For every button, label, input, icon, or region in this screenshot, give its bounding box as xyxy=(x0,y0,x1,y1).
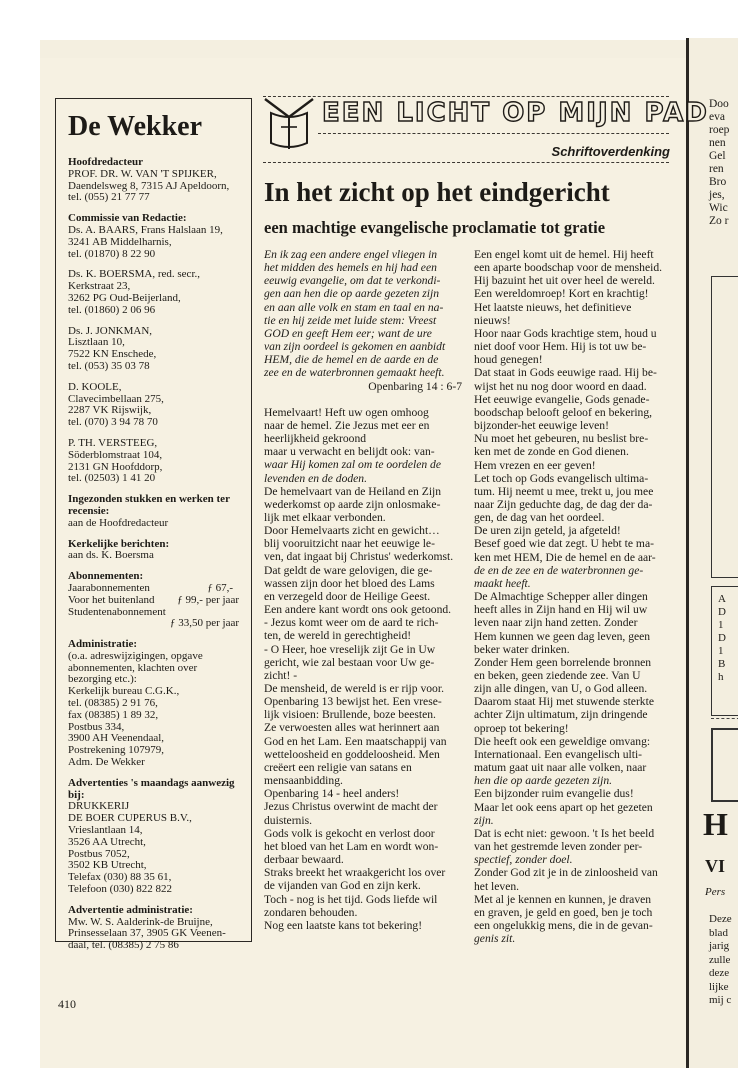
article-line: maar u verwacht en belijdt ook: van- xyxy=(264,445,435,459)
colophon-line: Kerkelijk bureau C.G.K., xyxy=(68,685,180,698)
article-column-2 xyxy=(474,248,671,945)
article-line: De hemelvaart van de Heiland en Zijn xyxy=(264,484,442,498)
colophon-line: Ds. K. BOERSMA, red. secr., xyxy=(68,268,200,281)
article-line: zijn alle dingen, van U, o God alleen. xyxy=(474,682,648,696)
article-line: beker water drinken. xyxy=(474,642,570,656)
colophon-section xyxy=(68,905,239,952)
colophon-heading: Hoofdredacteur xyxy=(68,156,143,168)
article-line: Straks breekt het wraakgericht los over xyxy=(264,866,446,880)
subscription-label: Jaarabonnementen xyxy=(68,581,150,594)
adjacent-byline: Pers xyxy=(705,886,726,898)
subscription-price: ƒ 67,- xyxy=(207,581,233,594)
article-line: en beken, geen ziedende zee. Van U xyxy=(474,669,641,682)
article-line: HEM, die de hemel en de aarde en de xyxy=(264,353,439,367)
article-line: de en de zee en de waterbronnen ge- xyxy=(474,563,644,577)
article-line: het bloed van het Lam en wordt won- xyxy=(264,839,439,853)
adjacent-line: zulle xyxy=(709,953,731,966)
colophon-sections xyxy=(68,157,239,562)
article-line: en verzegeld door de Heilige Geest. xyxy=(264,589,431,603)
page-top-margin xyxy=(40,40,686,58)
adjacent-line: Gel xyxy=(709,150,726,162)
adjacent-top-text xyxy=(709,98,738,228)
article-line: lijk visioen: Brullende, boze beesten. xyxy=(264,708,436,722)
article-line: De mensheid, de wereld is er rijp voor. xyxy=(264,682,444,695)
adjacent-line: h xyxy=(718,671,724,683)
lamp-book-logo-icon xyxy=(263,95,315,151)
colophon-line: Kerkstraat 23, xyxy=(68,280,131,293)
subscription-price: ƒ 99,- per jaar xyxy=(177,593,239,606)
article-line: Zonder God zit je in de zinloosheid van xyxy=(474,866,658,880)
article-headline: In het zicht op het eindgericht xyxy=(264,177,610,207)
article-line: duisternis. xyxy=(264,813,312,827)
colophon-line: aan de Hoofdredacteur xyxy=(68,516,169,529)
colophon-section xyxy=(68,213,239,260)
article-line: Hoor naar Gods krachtige stem, houd u xyxy=(474,326,657,340)
article-line: blij vooruitzicht naar het eeuwige le- xyxy=(264,537,435,551)
article-line: Openbaring 13 bewijst het. Een vrese- xyxy=(264,695,442,709)
colophon-section xyxy=(68,326,239,373)
colophon-line: (o.a. adreswijzigingen, opgave xyxy=(68,649,203,662)
article-line: mensaanbidding. xyxy=(264,774,343,788)
article-line: Een engel komt uit de hemel. Hij heeft xyxy=(474,248,654,261)
section-label: Schriftoverdenking xyxy=(551,144,670,159)
article-line: Internationaal. Een evangelisch ulti- xyxy=(474,747,643,761)
article-line: Toch - nog is het tijd. Gods liefde wil xyxy=(264,892,438,906)
article-line: Hij bazuint het uit over heel de wereld. xyxy=(474,274,655,288)
article-line: De Almachtige Schepper aller dingen xyxy=(474,590,648,604)
adjacent-line: 1 xyxy=(718,645,724,657)
article-line: spectief, zonder doel. xyxy=(474,853,573,867)
article-line: naar de hemel. Zie Jezus met eer en xyxy=(264,418,430,432)
adjacent-line: jes, xyxy=(709,189,725,201)
article-line: eeuwig evangelie, om dat te verkondi- xyxy=(264,274,441,288)
adjacent-line: D xyxy=(718,606,726,618)
adjacent-line: deze xyxy=(709,967,730,979)
article-line: Dat geldt de ware gelovigen, die ge- xyxy=(264,563,433,577)
subscriptions-section xyxy=(68,571,239,630)
adjacent-line: lijke xyxy=(709,980,729,993)
colophon-line: fax (08385) 1 89 32, xyxy=(68,708,159,721)
article-line: Hemelvaart! Heft uw ogen omhoog xyxy=(264,405,429,419)
article-line: ten, de wereld in gerechtigheid! xyxy=(264,629,412,643)
page-number: 410 xyxy=(58,997,76,1011)
article-line: Ze verwoesten alles wat herinnert aan xyxy=(264,721,440,735)
colophon-line: Postbus 7052, xyxy=(68,847,130,860)
article-line: een ongelukkig mens, die in de gevan- xyxy=(474,918,653,932)
article-line: - O Heer, hoe vreselijk zijt Ge in Uw xyxy=(264,642,436,656)
column-title: EEN LICHT OP MIJN PAD xyxy=(322,98,709,128)
adjacent-line: Wic xyxy=(709,202,728,214)
article-line: Jezus Christus overwint de macht der xyxy=(264,800,438,814)
article-line: hen die op aarde gezeten zijn. xyxy=(474,774,613,788)
article-line: zondaren behouden. xyxy=(264,905,358,919)
colophon-line: Ds. A. BAARS, Frans Halslaan 19, xyxy=(68,223,223,236)
colophon-heading: Commissie van Redactie: xyxy=(68,212,187,225)
article-line: leven naar zijn hand zetten. Zonder xyxy=(474,616,638,630)
article-line: tie en hij zeide met luide stem: Vreest xyxy=(264,313,437,327)
article-line: zijn. xyxy=(474,813,494,827)
colophon-line: tel. (01860) 2 06 96 xyxy=(68,303,156,316)
colophon-section xyxy=(68,269,239,316)
colophon-line: Clavecimbellaan 275, xyxy=(68,392,164,405)
article-line: tum. Hij neemt u mee, trekt u, jou mee xyxy=(474,484,654,498)
article-line: Gods volk is gekocht en verlost door xyxy=(264,826,435,840)
article-line: van zijn oordeel is gekomen en aanbidt xyxy=(264,340,446,354)
adjacent-heading-large: H xyxy=(703,806,728,842)
colophon-line: tel. (08385) 2 91 76, xyxy=(68,697,158,710)
article-line: wetteloosheid en goddeloosheid. Men xyxy=(264,747,440,761)
colophon-line: Daendelsweg 8, 7315 AJ Apeldoorn, xyxy=(68,179,230,192)
article-line: De uren zijn geteld, ja afgeteld! xyxy=(474,524,621,538)
article-line: Het laatste nieuws, het definitieve nieuws! xyxy=(474,300,632,327)
colophon-line: 7522 KN Enschede, xyxy=(68,348,157,361)
colophon-section xyxy=(68,639,239,769)
article-line: creëert een religie van satans en xyxy=(264,760,412,774)
article-line: Hem kunnen we geen dag leven, geen xyxy=(474,629,651,643)
article-line: Hem vrezen en eer geven! xyxy=(474,458,596,472)
article-line: Nog een laatste kans tot bekering! xyxy=(264,918,423,932)
colophon-section xyxy=(68,494,239,529)
colophon-line: 3502 KB Utrecht, xyxy=(68,859,147,872)
colophon-line: P. TH. VERSTEEG, xyxy=(68,436,158,449)
article-line: Nu moet het gebeuren, nu beslist bre- xyxy=(474,432,649,446)
colophon-section xyxy=(68,382,239,429)
article-line: wederkomst op aarde zijn onlosmake- xyxy=(264,497,441,511)
article-line: Het eeuwige evangelie, Gods genade- xyxy=(474,392,650,406)
article-line: Besef goed wie dat zegt. U hebt te ma- xyxy=(474,537,654,551)
article-line: gen aan hen die op aarde gezeten zijn xyxy=(264,287,440,301)
article-line: houd genegen! xyxy=(474,353,543,367)
article-line: zee en de waterbronnen gemaakt heeft. xyxy=(264,366,445,380)
article-line: Maar let ook eens apart op het gezeten xyxy=(474,800,653,814)
article-line: boodschap belooft geloof en bekering, xyxy=(474,405,653,419)
paragraph-gap xyxy=(264,393,462,406)
colophon-line: 3900 AH Veenendaal, xyxy=(68,732,165,745)
colophon-line: Postrekening 107979, xyxy=(68,744,164,757)
article-line: bijzonder-het eeuwige leven! xyxy=(474,419,609,433)
article-line: Door Hemelvaarts zicht en gewicht… xyxy=(264,524,440,538)
colophon-line: Prinsesselaan 37, 3905 GK Veenen- xyxy=(68,927,226,940)
colophon-line: 3262 PG Oud-Beijerland, xyxy=(68,291,181,304)
subscription-row xyxy=(68,595,239,607)
colophon-line: D. KOOLE, xyxy=(68,380,122,393)
article-line: oproep tot bekering! xyxy=(474,721,569,735)
subscription-row xyxy=(68,583,239,595)
colophon-box xyxy=(55,98,252,952)
adjacent-logo xyxy=(711,728,738,802)
article-line: maakt heeft. xyxy=(474,576,531,590)
colophon-line: 2131 GN Hoofddorp, xyxy=(68,460,163,473)
article-line: wijst het nu nog door woord en daad. xyxy=(474,379,647,393)
article-line: ken met de zonde en God dienen. xyxy=(474,445,629,459)
article-line: gericht, wie zal bestaan voor Uw ge- xyxy=(264,655,435,669)
adjacent-body-text xyxy=(709,913,732,1008)
article-line: Let toch op Gods evangelisch ultima- xyxy=(474,471,649,485)
colophon-line: Telefax (030) 88 35 61, xyxy=(68,871,172,884)
article-line: waar Hij komen zal om te oordelen de xyxy=(264,458,441,472)
article-line: naar Zijn geduchte dag, de dag der da- xyxy=(474,497,653,511)
colophon-line: abonnementen, klachten over xyxy=(68,661,198,674)
article-line: en graven, je geld en goed, ben je toch xyxy=(474,905,653,919)
adjacent-line: Doo xyxy=(709,98,729,110)
colophon-line: 3241 AB Middelharnis, xyxy=(68,235,172,248)
adjacent-line: Bro xyxy=(709,176,727,188)
article-line: God en het Lam. Een maatschappij van xyxy=(264,734,447,748)
adjacent-line: A xyxy=(718,593,726,605)
subscription-label: Studentenabonnement xyxy=(68,605,166,618)
colophon-line: tel. (053) 35 03 78 xyxy=(68,359,150,372)
article-line: genis zit. xyxy=(474,932,516,946)
article-line: heerlijkheid gekroond xyxy=(264,432,367,446)
adjacent-line: B xyxy=(718,658,726,670)
colophon-sections-2 xyxy=(68,639,239,952)
adjacent-line: ren xyxy=(709,163,724,175)
colophon-line: Lisztlaan 10, xyxy=(68,336,125,349)
colophon-line: daal, tel. (08385) 2 75 86 xyxy=(68,939,179,952)
article-line: zicht! - xyxy=(264,668,298,682)
colophon-line: tel. (055) 21 77 77 xyxy=(68,191,150,204)
subscription-label: Voor het buitenland xyxy=(68,593,155,606)
adjacent-line: nen xyxy=(709,137,726,149)
header-rule-bottom xyxy=(263,162,669,163)
adjacent-line: blad xyxy=(709,926,728,939)
adjacent-line: 1 xyxy=(718,619,724,631)
article-line: Zonder Hem geen borrelende bronnen xyxy=(474,655,652,669)
subscriptions-heading: Abonnementen: xyxy=(68,570,144,583)
article-line: derbaar bewaard. xyxy=(264,853,344,867)
article-line: het midden des hemels en hij had een xyxy=(264,261,437,275)
article-line: - Jezus komt weer om de aard te rich- xyxy=(264,616,439,630)
colophon-line: tel. (02503) 1 41 20 xyxy=(68,472,156,485)
article-line: het leven. xyxy=(474,879,520,893)
adjacent-line: jarig xyxy=(709,940,730,952)
colophon-line: 2287 VK Rijswijk, xyxy=(68,404,152,417)
article-line: Openbaring 14 - heel anders! xyxy=(264,787,400,801)
article-line: ken met HEM, Die de hemel en de aar- xyxy=(474,550,656,564)
article-line: Een andere kant wordt ons ook getoond. xyxy=(264,603,452,617)
colophon-section xyxy=(68,778,239,896)
article-line: heeft alles in Zijn hand en Hij wil uw xyxy=(474,603,648,617)
colophon-line: Mw. W. S. Aalderink-de Bruijne, xyxy=(68,915,213,928)
colophon-heading: Kerkelijke berichten: xyxy=(68,537,170,550)
article-line: Die heeft ook een geweldige omvang: xyxy=(474,734,651,748)
article-line: van het gestremde leven zonder per- xyxy=(474,840,643,854)
article-line: Met al je kennen en kunnen, je draven xyxy=(474,892,652,906)
adjacent-rule xyxy=(711,718,738,719)
article-line: lijk met elkaar verbonden. xyxy=(264,510,386,524)
colophon-line: Ds. J. JONKMAN, xyxy=(68,324,153,337)
colophon-line: aan ds. K. Boersma xyxy=(68,549,154,562)
article-line: niet doof voor Hem. Hij is tot uw be- xyxy=(474,340,647,354)
colophon-heading: Ingezonden stukken en werken ter recensie: xyxy=(68,493,230,517)
colophon-line: tel. (070) 3 94 78 70 xyxy=(68,416,158,429)
article-line: Dat staat in Gods eeuwige raad. Hij be- xyxy=(474,366,657,380)
article-line: Openbaring 14 : 6-7 xyxy=(368,379,462,393)
colophon-heading: Advertentie administratie: xyxy=(68,903,193,916)
colophon-line: Adm. De Wekker xyxy=(68,756,145,769)
subscription-price: ƒ 33,50 per jaar xyxy=(169,617,239,630)
colophon-line: DE BOER CUPERUS B.V., xyxy=(68,812,192,825)
adjacent-line: Deze xyxy=(709,913,732,925)
colophon-line: 3526 AA Utrecht, xyxy=(68,835,146,848)
article-line: Dat is echt niet: gewoon. 't Is het beeld xyxy=(474,826,655,840)
article-subhead: een machtige evangelische proclamatie tot gratie xyxy=(264,218,606,237)
article-line: Een bijzonder ruim evangelie dus! xyxy=(474,787,634,801)
adjacent-line: Zo r xyxy=(709,215,729,227)
adjacent-line: roep xyxy=(709,124,730,136)
colophon-line: DRUKKERIJ xyxy=(68,800,130,813)
header-rule-mid xyxy=(318,133,669,134)
adjacent-frame xyxy=(711,276,738,578)
colophon-line: PROF. DR. W. VAN 'T SPIJKER, xyxy=(68,167,217,180)
article-line: een aparte boodschap voor de mensheid. xyxy=(474,261,663,275)
article-line: levenden en de doden. xyxy=(264,471,368,485)
article-line: de vijanden van God en zijn kerk. xyxy=(264,879,421,893)
article-line: Een wereldomroep! Kort en krachtig! xyxy=(474,287,649,301)
colophon-section xyxy=(68,157,239,204)
colophon-line: Postbus 334, xyxy=(68,720,125,733)
article-line: matum gaat uit naar alle volken, naar xyxy=(474,761,647,775)
article-line: Daarom staat Hij met stuwende sterkte xyxy=(474,695,654,709)
colophon-heading: Administratie: xyxy=(68,638,138,651)
colophon-line: bezorging etc.): xyxy=(68,673,137,686)
colophon-line: Telefoon (030) 822 822 xyxy=(68,883,173,896)
colophon-section xyxy=(68,438,239,485)
adjacent-line: mij c xyxy=(709,994,732,1006)
article-column-1 xyxy=(264,248,462,932)
adjacent-heading-small: VI xyxy=(705,856,726,876)
adjacent-page xyxy=(686,38,738,1068)
colophon-line: Vrieslantlaan 14, xyxy=(68,824,143,837)
magazine-title: De Wekker xyxy=(68,111,203,142)
colophon-section xyxy=(68,539,239,563)
adjacent-box xyxy=(711,586,738,716)
adjacent-line: D xyxy=(718,632,726,644)
article-line: En ik zag een andere engel vliegen in xyxy=(264,248,438,261)
article-line: GOD en geeft Hem eer; want de ure xyxy=(264,326,432,340)
article-line: achter Zijn ultimatum, zijn dringende xyxy=(474,708,648,722)
article-line: gen, de dag van het oordeel. xyxy=(474,511,605,525)
article-line: ven, dat ingaat bij Christus' wederkomst. xyxy=(264,550,454,564)
adjacent-line: eva xyxy=(709,111,725,123)
colophon-heading: Advertenties 's maandags aanwezig bij: xyxy=(68,776,235,801)
article-line: wassen zijn door het bloed des Lams xyxy=(264,576,435,590)
article-line: en aan alle volk en stam en taal en na- xyxy=(264,300,444,314)
colophon-line: tel. (01870) 8 22 90 xyxy=(68,247,156,260)
colophon-line: Söderblomstraat 104, xyxy=(68,448,163,461)
header-rule-top xyxy=(263,96,669,97)
